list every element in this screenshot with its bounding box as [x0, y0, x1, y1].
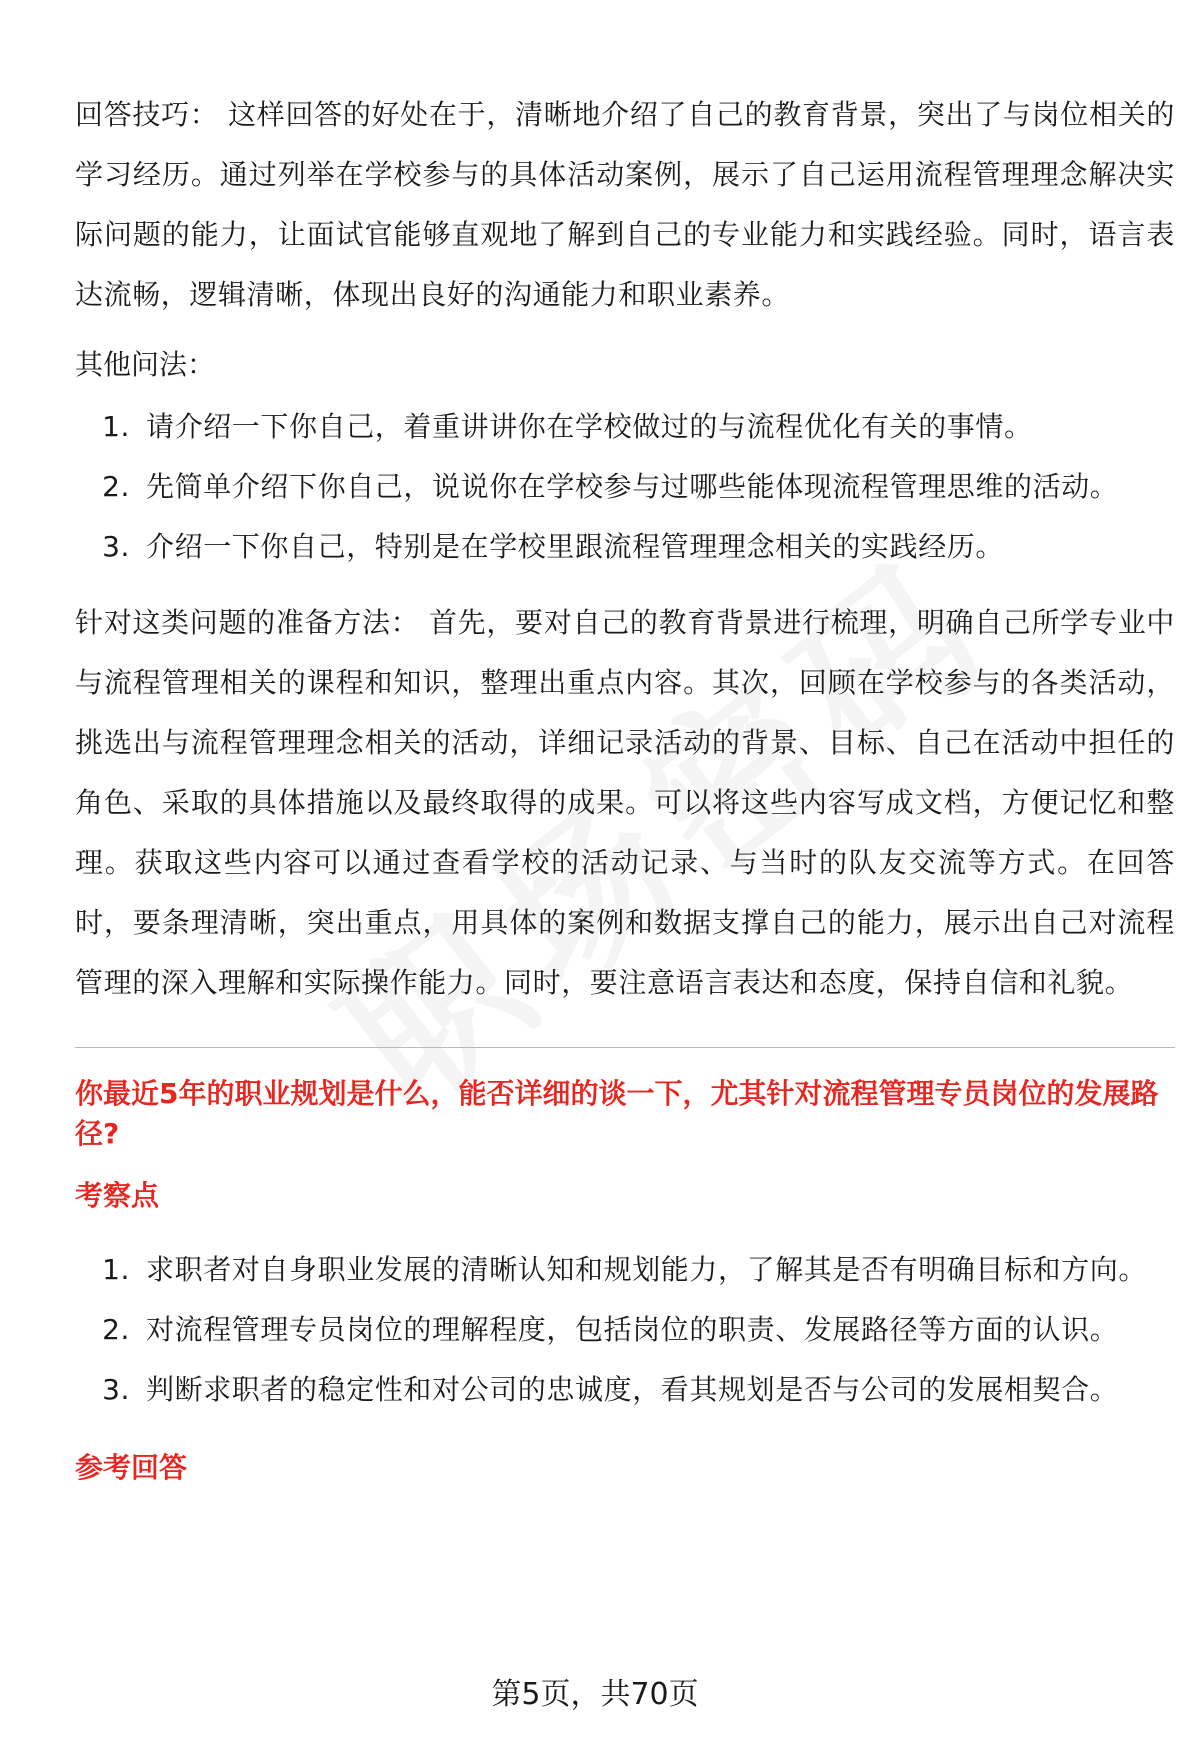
- list-item-text: 对流程管理专员岗位的理解程度，包括岗位的职责、发展路径等方面的认识。: [146, 1313, 1119, 1346]
- list-item: [75, 517, 1175, 577]
- list-item-number: 1.: [102, 1253, 130, 1286]
- question-title: 你最近5年的职业规划是什么，能否详细的谈一下，尤其针对流程管理专员岗位的发展路径?: [75, 1077, 1159, 1150]
- focus-points-heading: 考察点: [75, 1179, 160, 1212]
- list-item: [75, 397, 1175, 457]
- preparation-paragraph: 针对这类问题的准备方法： 首先，要对自己的教育背景进行梳理，明确自己所学专业中与流程管理相关的课程和知识，整理出重点内容。其次，回顾在学校参与的各类活动，挑选出与流程管理理念相关的活动，详细记录活动的背景、目标、自己在活动中担任的角色、采取的具体措施以及最终取得的成果。可以将这些内容写成文档，方便记忆和整理。获取这些内容可以通过查看学校的活动记录、与当时的队友交流等方式。在回答时，要条理清晰，突出重点，用具体的案例和数据支撑自己的能力，展示出自己对流程管理的深入理解和实际操作能力。同时，要注意语言表达和态度，保持自信和礼貌。: [75, 606, 1175, 999]
- list-item-text: 判断求职者的稳定性和对公司的忠诚度，看其规划是否与公司的发展相契合。: [146, 1373, 1119, 1406]
- section-divider: [75, 1047, 1175, 1048]
- list-item: [75, 1240, 1175, 1300]
- other-asks-label: 其他问法：: [75, 348, 216, 381]
- page-number: 第5页，共70页: [491, 1677, 699, 1712]
- list-item: [75, 1360, 1175, 1420]
- list-item: [75, 1300, 1175, 1360]
- answer-tip-paragraph: 回答技巧： 这样回答的好处在于，清晰地介绍了自己的教育背景，突出了与岗位相关的学习经历。通过列举在学校参与的具体活动案例，展示了自己运用流程管理理念解决实际问题的能力，让面试官能够直观地了解到自己的专业能力和实践经验。同时，语言表达流畅，逻辑清晰，体现出良好的沟通能力和职业素养。: [75, 98, 1175, 311]
- page-content: [75, 98, 1175, 1488]
- list-item-text: 介绍一下你自己，特别是在学校里跟流程管理理念相关的实践经历。: [146, 530, 1005, 563]
- list-item: [75, 457, 1175, 517]
- list-item-text: 请介绍一下你自己，着重讲讲你在学校做过的与流程优化有关的事情。: [146, 410, 1033, 443]
- focus-points-list: [75, 1240, 1175, 1420]
- list-item-number: 3.: [102, 530, 130, 563]
- list-item-text: 求职者对自身职业发展的清晰认知和规划能力，了解其是否有明确目标和方向。: [146, 1253, 1148, 1286]
- list-item-text: 先简单介绍下你自己，说说你在学校参与过哪些能体现流程管理思维的活动。: [146, 470, 1119, 503]
- list-item-number: 2.: [102, 1313, 130, 1346]
- other-asks-list: [75, 397, 1175, 577]
- list-item-number: 3.: [102, 1373, 130, 1406]
- reference-answer-heading: 参考回答: [75, 1451, 188, 1484]
- list-item-number: 2.: [102, 470, 130, 503]
- list-item-number: 1.: [102, 410, 130, 443]
